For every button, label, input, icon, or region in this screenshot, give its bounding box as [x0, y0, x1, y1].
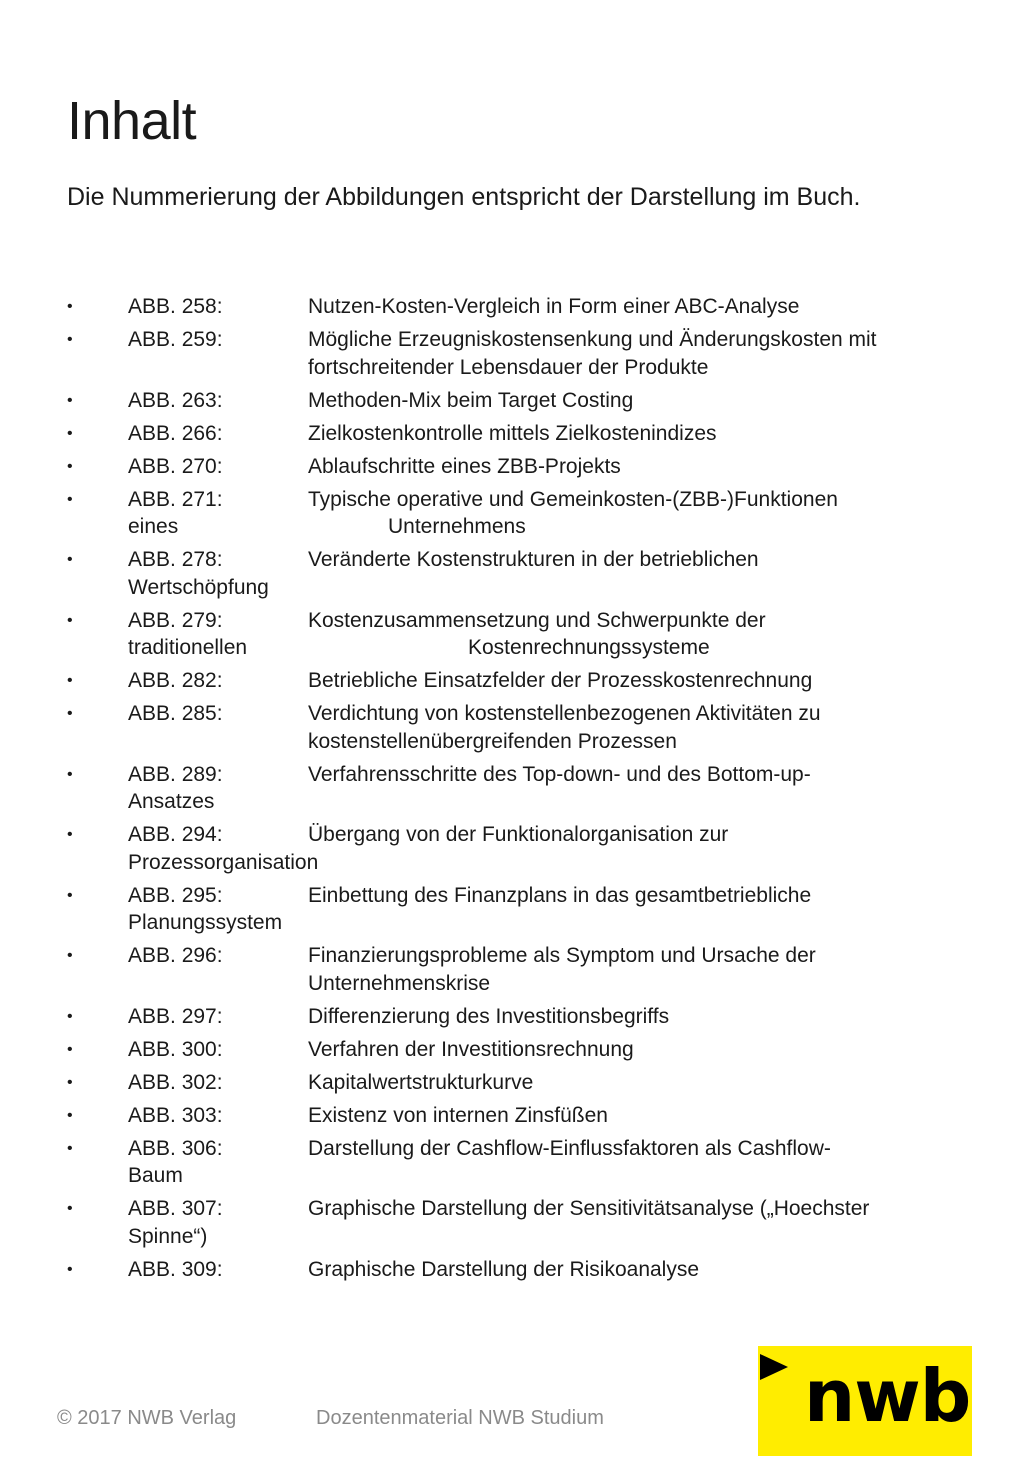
footer-copyright: © 2017 NWB Verlag — [57, 1407, 237, 1429]
figure-code: ABB. 295: — [128, 883, 223, 907]
bullet-icon: • — [67, 1040, 73, 1058]
figure-code: ABB. 270: — [128, 454, 223, 478]
figure-title: Einbettung des Finanzplans in das gesamtbetriebliche — [308, 883, 812, 907]
figure-title-continuation: Kostenrechnungssysteme — [468, 636, 710, 659]
figure-code: ABB. 302: — [128, 1070, 223, 1094]
bullet-icon: • — [67, 1200, 73, 1217]
figure-title-continuation: Planungssystem — [128, 911, 283, 934]
figure-title-continuation: Prozessorganisation — [128, 850, 319, 874]
bullet-icon: • — [67, 1106, 73, 1124]
figure-title: Differenzierung des Investitionsbegriffs — [308, 1004, 670, 1028]
bullet-icon: • — [67, 424, 73, 442]
bullet-icon: • — [67, 947, 73, 964]
figure-title: Verfahren der Investitionsrechnung — [308, 1037, 634, 1061]
figure-title-continuation: Baum — [128, 1164, 183, 1187]
figure-code: ABB. 282: — [128, 669, 223, 692]
figure-code: ABB. 279: — [128, 608, 223, 632]
figure-title: Nutzen-Kosten-Vergleich in Form einer ABC-Analyse — [308, 295, 800, 318]
figure-title: Mögliche Erzeugniskostensenkung und Änderungskosten mit — [308, 328, 877, 351]
figure-title: Übergang von der Funktionalorganisation zur — [308, 823, 729, 846]
bullet-icon: • — [67, 1260, 73, 1278]
bullet-icon: • — [67, 551, 73, 568]
figure-code: ABB. 307: — [128, 1197, 223, 1220]
figure-title: Verdichtung von kostenstellenbezogenen Aktivitäten zu — [308, 702, 821, 725]
figure-code: ABB. 285: — [128, 702, 223, 725]
figure-code: ABB. 278: — [128, 548, 223, 571]
figure-code: ABB. 303: — [128, 1103, 223, 1127]
bullet-icon: • — [67, 886, 73, 904]
bullet-icon: • — [67, 1139, 73, 1157]
figure-title: Darstellung der Cashflow-Einflussfaktoren als Cashflow- — [308, 1136, 831, 1160]
figure-code: ABB. 289: — [128, 762, 223, 786]
figure-code: ABB. 258: — [128, 295, 223, 318]
figure-title-continuation: Wertschöpfung — [128, 575, 269, 599]
figure-code: ABB. 259: — [128, 328, 223, 351]
figure-code: ABB. 306: — [128, 1136, 223, 1160]
bullet-icon: • — [67, 826, 73, 843]
figure-title-continuation: Unternehmens — [388, 515, 526, 538]
bullet-icon: • — [67, 611, 73, 629]
figure-title: Graphische Darstellung der Sensitivitätsanalyse („Hoechster — [308, 1197, 870, 1220]
figure-code: ABB. 266: — [128, 421, 223, 445]
bullet-icon: • — [67, 1073, 73, 1091]
bullet-icon: • — [67, 672, 73, 689]
figure-title-continuation: Spinne“) — [128, 1224, 208, 1248]
figure-code: ABB. 263: — [128, 388, 223, 412]
figure-title: Betriebliche Einsatzfelder der Prozesskostenrechnung — [308, 669, 813, 692]
figure-code: ABB. 309: — [128, 1257, 223, 1281]
figure-title: kostenstellenübergreifenden Prozessen — [308, 729, 677, 753]
nwb-logo — [758, 1346, 972, 1456]
figure-title: Verfahrensschritte des Top-down- und des Bottom-up- — [308, 762, 811, 786]
figure-code: ABB. 297: — [128, 1004, 223, 1028]
bullet-icon: • — [67, 765, 73, 783]
bullet-icon: • — [67, 391, 73, 409]
figure-title: Zielkostenkontrolle mittels Zielkostenindizes — [308, 421, 717, 445]
figure-title-continuation: Ansatzes — [128, 790, 215, 813]
page-title: Inhalt — [67, 91, 197, 151]
figure-title: Unternehmenskrise — [308, 971, 491, 995]
figure-title: Veränderte Kostenstrukturen in der betrieblichen — [308, 548, 759, 571]
page-subtitle: Die Nummerierung der Abbildungen entspricht der Darstellung im Buch. — [67, 183, 861, 211]
figure-title: Graphische Darstellung der Risikoanalyse — [308, 1257, 700, 1281]
bullet-icon: • — [67, 457, 73, 475]
figure-title: Existenz von internen Zinsfüßen — [308, 1103, 608, 1127]
bullet-icon: • — [67, 705, 73, 722]
figure-title: fortschreitender Lebensdauer der Produkte — [308, 355, 709, 379]
figure-code: ABB. 271: — [128, 487, 223, 511]
logo-text: nwb — [804, 1354, 971, 1438]
figure-title: Typische operative und Gemeinkosten-(ZBB-)Funktionen — [308, 487, 838, 511]
figure-title: Kapitalwertstrukturkurve — [308, 1070, 534, 1094]
figure-code: ABB. 300: — [128, 1037, 223, 1061]
figure-title-continuation: traditionellen — [128, 636, 248, 659]
bullet-icon: • — [67, 490, 73, 508]
figure-code: ABB. 296: — [128, 944, 223, 967]
figure-title-continuation: eines — [128, 515, 179, 538]
bullet-icon: • — [67, 1007, 73, 1025]
figure-title: Finanzierungsprobleme als Symptom und Ursache der — [308, 944, 816, 967]
bullet-icon: • — [67, 331, 73, 348]
figure-title: Methoden-Mix beim Target Costing — [308, 388, 634, 412]
footer-material: Dozentenmaterial NWB Studium — [316, 1407, 604, 1429]
figure-title: Ablaufschritte eines ZBB-Projekts — [308, 454, 621, 478]
figure-code: ABB. 294: — [128, 823, 223, 846]
figure-title: Kostenzusammensetzung und Schwerpunkte der — [308, 608, 766, 632]
bullet-icon: • — [67, 298, 73, 315]
